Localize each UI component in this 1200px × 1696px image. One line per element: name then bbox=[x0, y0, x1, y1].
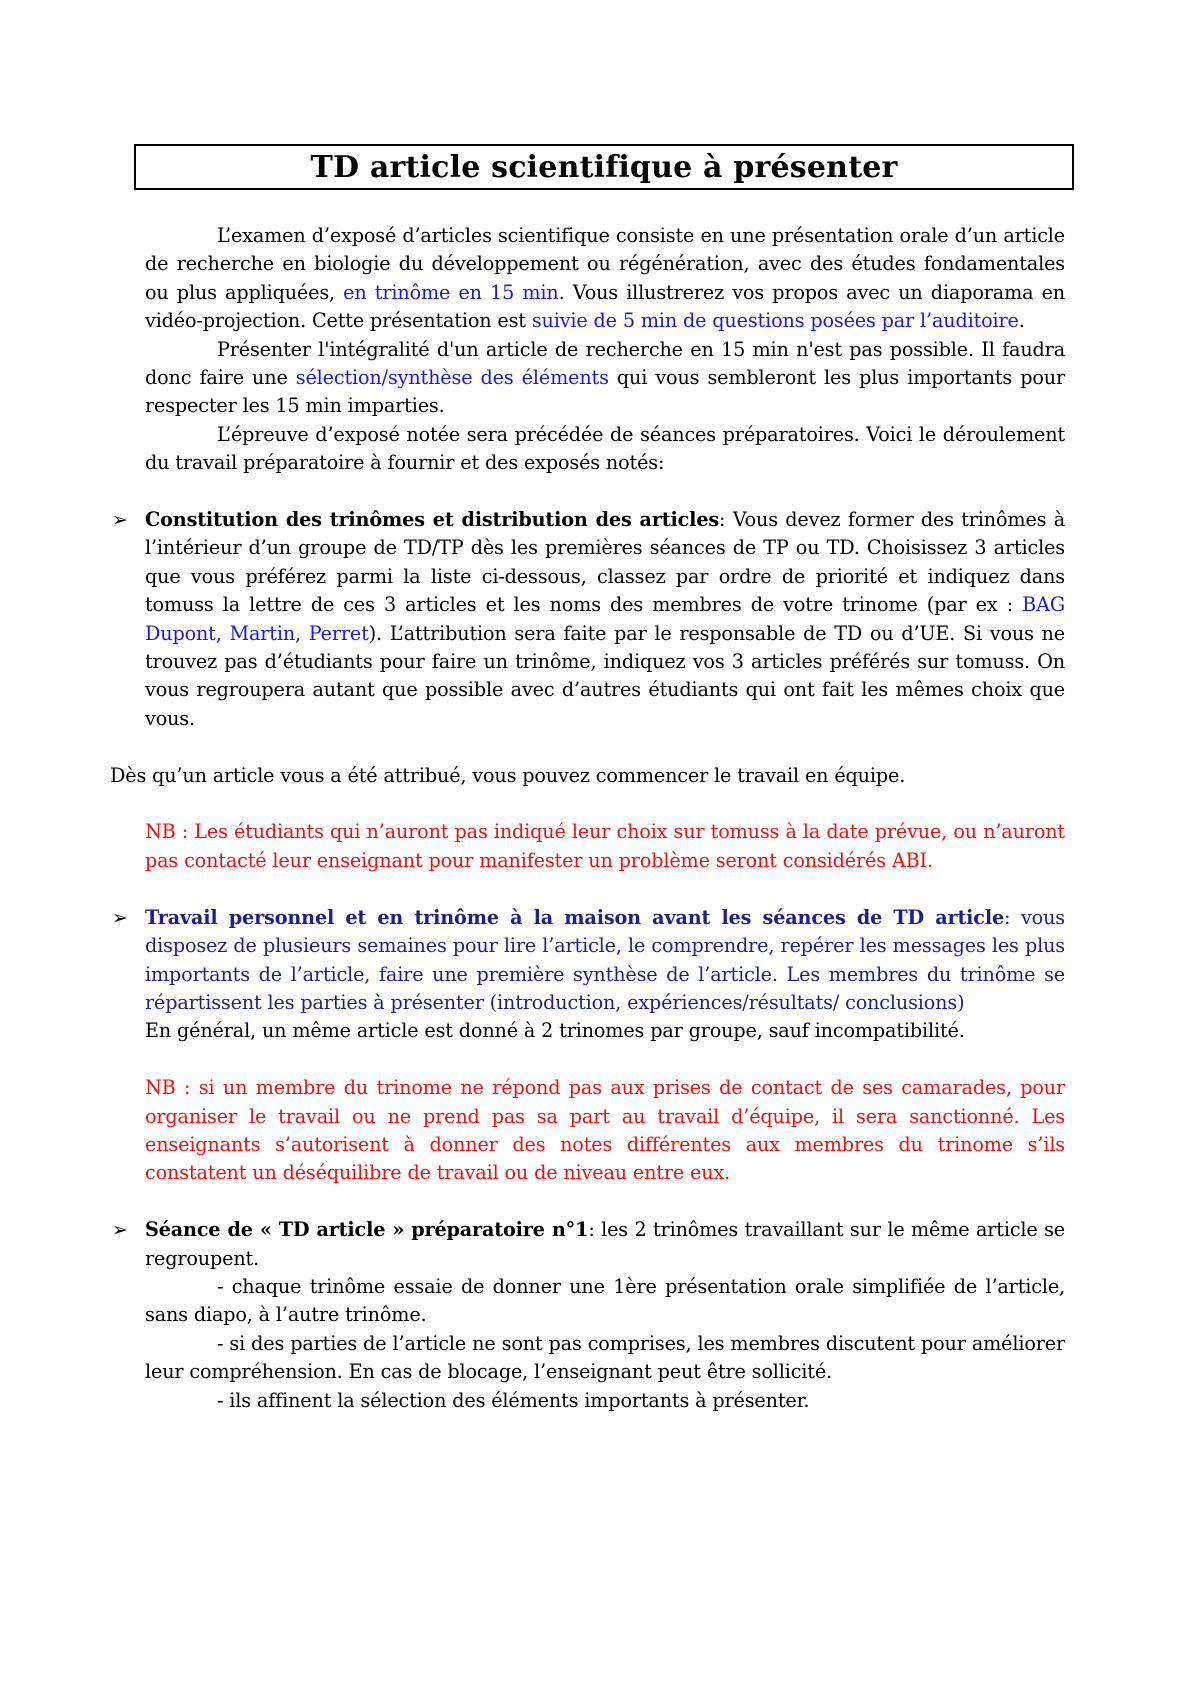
document-body bbox=[110, 222, 1066, 1415]
nb-warning-sanction: NB : si un membre du trinome ne répond pas aux prises de contact de ses camarades, pour organiser le travail ou ne prend pas sa part au travail d’équipe, il sera sanctionné. Les enseignants s’autorisent à donner des notes différentes aux membres du trinome s’ils constatent un déséquilibre de travail ou de niveau entre eux. bbox=[145, 1076, 1065, 1185]
list-item: - si des parties de l’article ne sont pas comprises, les membres discutent pour améliorer leur compréhension. En cas de blocage, l’enseignant peut être sollicité. bbox=[145, 1331, 1065, 1384]
page-title: TD article scientifique à présenter bbox=[134, 144, 1074, 190]
section-heading: Travail personnel et en trinôme à la maison avant les séances de TD article bbox=[145, 905, 1005, 929]
section-text: ). L’attribution sera faite par le responsable de TD ou d’UE. Si vous ne trouvez pas d’étudiants pour faire un trinôme, indiquez vos 3 articles préférés sur tomuss. On vous regroupera autant que possible avec d’autres étudiants qui ont fait les mêmes choix que vous. bbox=[145, 621, 1065, 730]
intro-text: qui vous sembleront les plus importants pour respecter les 15 min imparties. bbox=[145, 366, 1065, 418]
highlight-text: en trinôme en 15 min bbox=[343, 280, 559, 304]
section-paragraph bbox=[145, 1216, 1065, 1273]
arrow-bullet-icon: ➢ bbox=[112, 906, 128, 929]
section-personal-work bbox=[112, 904, 1065, 1046]
nb-warning-choice: NB : Les étudiants qui n’auront pas indiqué leur choix sur tomuss à la date prévue, ou n’auront pas contacté leur enseignant pour manifester un problème seront considérés ABI. bbox=[145, 820, 1065, 872]
intro-text: L’examen d’exposé d’articles scientifique consiste en une présentation orale d’un article de recherche en biologie du développement ou régénération, avec des études fondamentales ou plus appliquées, bbox=[145, 224, 1065, 304]
section-text: : les 2 trinômes travaillant sur le même article se regroupent. bbox=[145, 1218, 1065, 1270]
intro-text: . Vous illustrerez vos propos avec un diaporama en vidéo-projection. Cette présentation est bbox=[145, 280, 1066, 333]
list-item: - ils affinent la sélection des éléments importants à présenter. bbox=[217, 1388, 810, 1412]
section-text: : Vous devez former des trinômes à l’intérieur d’un groupe de TD/TP dès les premières séances de TP ou TD. Choisissez 3 articles que vous préférez parmi la liste ci-dessous, classez par ordre de priorité et indiquez dans tomuss la lettre de ces 3 articles et les noms des membres de votre trinome (par ex : bbox=[145, 508, 1065, 617]
arrow-bullet-icon: ➢ bbox=[112, 509, 128, 532]
intro-paragraph-3: L’épreuve d’exposé notée sera précédée de séances préparatoires. Voici le déroulement du travail préparatoire à fournir et des exposés notés: bbox=[145, 422, 1065, 475]
example-text: BAG Dupont, Martin, Perret bbox=[145, 593, 1065, 645]
section-paragraph bbox=[145, 904, 1065, 1018]
section-paragraph bbox=[145, 506, 1065, 733]
intro-text: Présenter l'intégralité d'un article de recherche en 15 min n'est pas possible. Il faudra donc faire une bbox=[145, 337, 1065, 390]
intro-paragraph-2 bbox=[145, 336, 1065, 421]
section-constitution bbox=[112, 506, 1065, 733]
section-text: : vous disposez de plusieurs semaines pour lire l’article, le comprendre, repérer les messages les plus importants de l’article, faire une première synthèse de l’article. Les membres du trinôme se répartissent les parties à présenter (introduction, expériences/résultats/ conclusions) bbox=[145, 905, 1065, 1014]
section-note: En général, un même article est donné à 2 trinomes par groupe, sauf incompatibilité. bbox=[145, 1019, 965, 1043]
arrow-bullet-icon: ➢ bbox=[112, 1219, 128, 1242]
intro-text: . bbox=[1018, 309, 1025, 333]
section-heading: Constitution des trinômes et distribution des articles bbox=[145, 508, 720, 532]
section-heading: Séance de « TD article » préparatoire n°1 bbox=[145, 1218, 589, 1242]
list-item: - chaque trinôme essaie de donner une 1ère présentation orale simplifiée de l’article, sans diapo, à l’autre trinôme. bbox=[145, 1274, 1065, 1327]
section-seance-1 bbox=[112, 1216, 1065, 1415]
highlight-text: sélection/synthèse des éléments bbox=[295, 366, 609, 390]
highlight-text: suivie de 5 min de questions posées par l’auditoire bbox=[531, 309, 1019, 333]
assignment-note: Dès qu’un article vous a été attribué, vous pouvez commencer le travail en équipe. bbox=[110, 763, 906, 787]
intro-paragraph-1 bbox=[145, 222, 1065, 336]
